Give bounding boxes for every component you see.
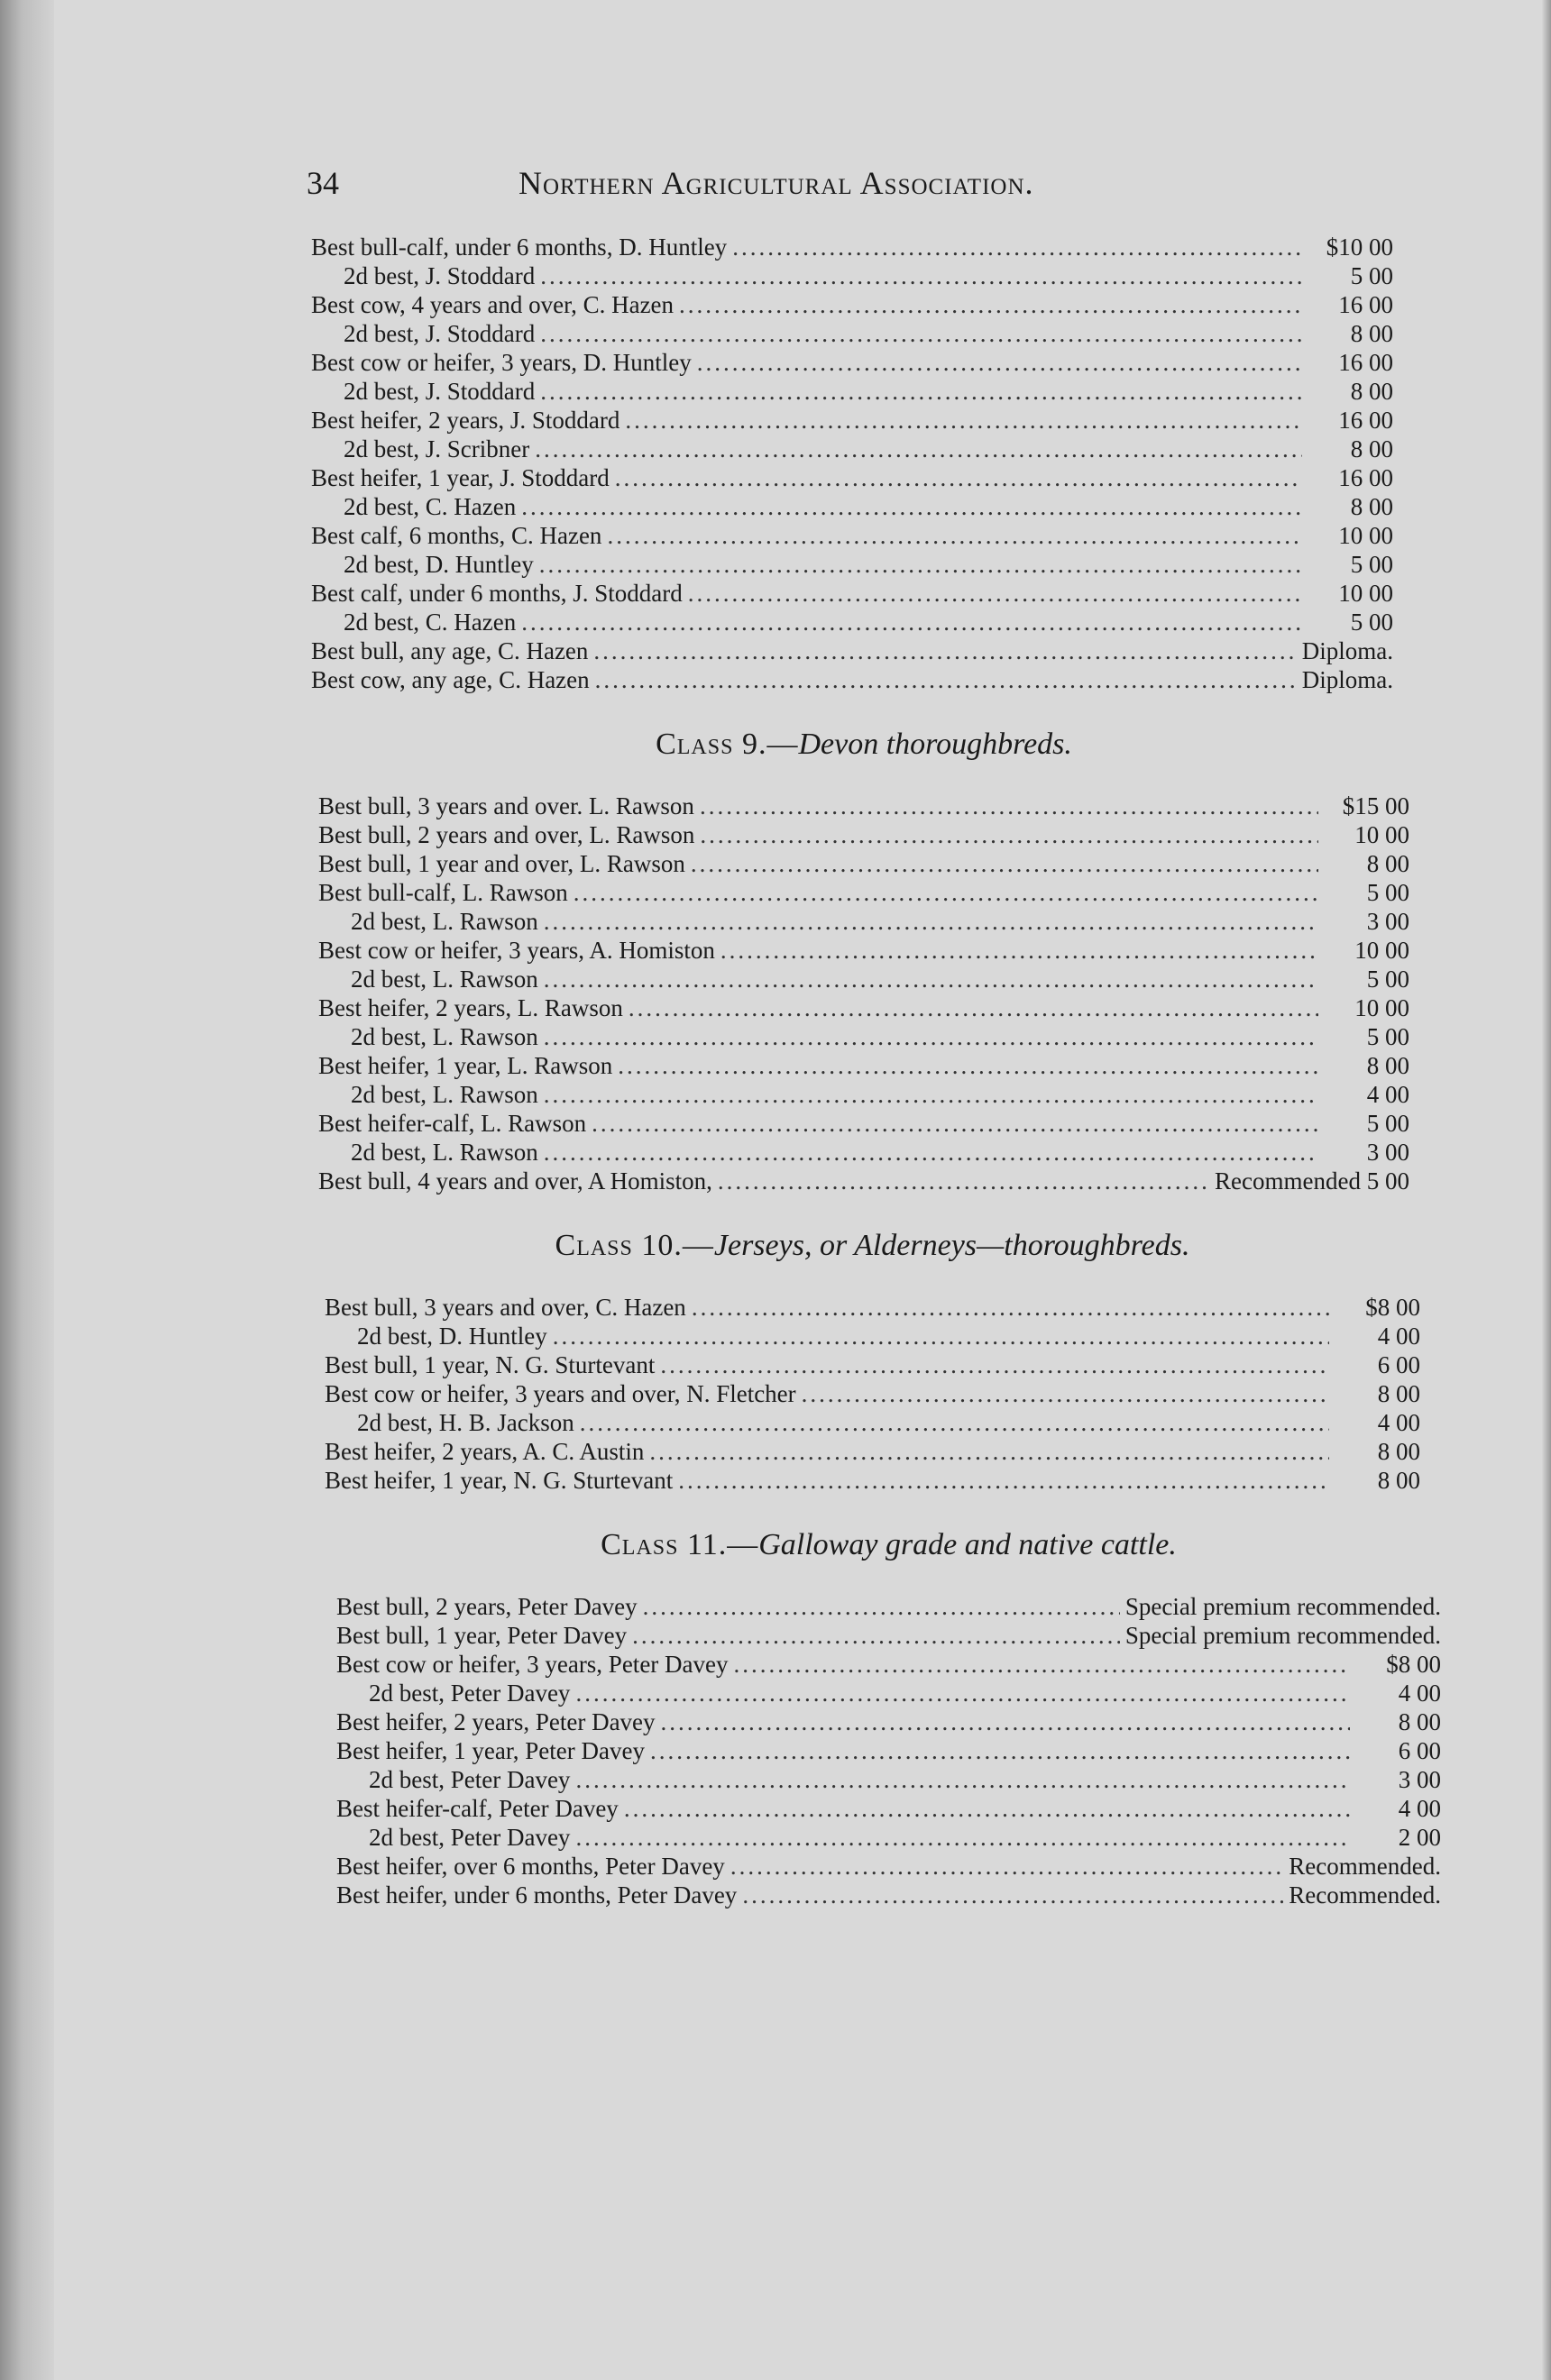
premium-amount: 8 00: [1366, 1052, 1409, 1079]
premium-row: [325, 1437, 1420, 1466]
premium-row: [318, 1022, 1409, 1051]
premium-row: [311, 261, 1393, 290]
premium-amount: 4 00: [1398, 1795, 1441, 1822]
premium-row: [325, 1379, 1420, 1408]
premium-entry-label: 2d best, L. Rawson: [351, 1139, 538, 1166]
premium-entry-label: 2d best, L. Rawson: [351, 966, 538, 993]
class-heading-number: Class 9.—: [656, 728, 799, 761]
premium-amount: 4 00: [1377, 1409, 1420, 1436]
premium-row: [336, 1736, 1441, 1765]
dot-leader: [544, 965, 1318, 993]
premium-entry-label: Best cow or heifer, 3 years, A. Homiston: [318, 937, 715, 964]
premium-row: [318, 993, 1409, 1022]
premium-list-content: [311, 233, 1441, 1909]
premium-amount: $8 00: [1386, 1651, 1441, 1678]
dot-leader: [544, 1022, 1318, 1051]
premium-row: [336, 1852, 1441, 1881]
dot-leader: [544, 1138, 1318, 1167]
dot-leader: [607, 521, 1302, 550]
premium-amount: 4 00: [1377, 1323, 1420, 1350]
premium-entry-label: 2d best, J. Stoddard: [344, 378, 536, 405]
class-heading-number: Class 10.—: [555, 1229, 714, 1262]
dot-leader: [539, 550, 1302, 579]
premium-amount: 8 00: [1350, 435, 1393, 462]
premium-amount: 16 00: [1338, 291, 1393, 318]
section-class-9: [318, 718, 1409, 1195]
dot-leader: [618, 1051, 1318, 1080]
dot-leader: [615, 463, 1302, 492]
premium-entry-label: Best bull, 3 years and over. L. Rawson: [318, 792, 694, 819]
premium-row: [318, 965, 1409, 993]
dot-leader: [660, 1350, 1329, 1379]
premium-entry-label: 2d best, L. Rawson: [351, 908, 538, 935]
premium-row: [318, 1109, 1409, 1138]
premium-list: [311, 233, 1393, 694]
dot-leader: [700, 792, 1318, 820]
premium-entry-label: 2d best, J. Scribner: [344, 435, 530, 462]
premium-entry-label: 2d best, Peter Davey: [369, 1766, 571, 1793]
class-heading: [318, 718, 1409, 772]
premium-row: [318, 936, 1409, 965]
premium-entry-label: Best cow, any age, C. Hazen: [311, 666, 590, 693]
premium-row: [336, 1794, 1441, 1823]
premium-entry-label: Best bull, any age, C. Hazen: [311, 637, 589, 664]
class-heading: [325, 1219, 1420, 1273]
premium-amount: 5 00: [1366, 966, 1409, 993]
premium-amount: 16 00: [1338, 349, 1393, 376]
premium-amount: 8 00: [1366, 850, 1409, 877]
premium-entry-label: Best bull, 1 year, N. G. Sturtevant: [325, 1351, 656, 1378]
dot-leader: [730, 1852, 1283, 1881]
dot-leader: [661, 1707, 1350, 1736]
class-heading-description: Devon thoroughbreds.: [798, 728, 1072, 761]
premium-entry-label: 2d best, L. Rawson: [351, 1023, 538, 1050]
premium-row: [325, 1466, 1420, 1495]
premium-entry-label: Best bull-calf, under 6 months, D. Huntley: [311, 233, 728, 261]
premium-amount: Recommended.: [1289, 1853, 1441, 1880]
premium-amount: 8 00: [1350, 378, 1393, 405]
premium-amount: 6 00: [1398, 1737, 1441, 1764]
premium-amount: $15 00: [1342, 792, 1409, 819]
dot-leader: [521, 492, 1302, 521]
premium-amount: 3 00: [1366, 908, 1409, 935]
section-class-10: [325, 1219, 1420, 1495]
premium-row: [311, 319, 1393, 348]
premium-amount: 5 00: [1350, 609, 1393, 636]
premium-amount: 8 00: [1398, 1708, 1441, 1735]
premium-row: [311, 406, 1393, 435]
premium-amount: Recommended 5 00: [1215, 1167, 1409, 1195]
dot-leader: [624, 1794, 1350, 1823]
premium-entry-label: 2d best, L. Rawson: [351, 1081, 538, 1108]
premium-entry-label: Best bull, 2 years, Peter Davey: [336, 1593, 638, 1620]
dot-leader: [742, 1881, 1283, 1909]
premium-amount: Diploma.: [1301, 666, 1393, 693]
dot-leader: [720, 936, 1318, 965]
premium-amount: 10 00: [1354, 821, 1409, 848]
premium-row: [311, 636, 1393, 665]
premium-entry-label: Best cow or heifer, 3 years, D. Huntley: [311, 349, 692, 376]
dot-leader: [692, 1293, 1329, 1322]
class-heading-description: Jerseys, or Alderneys—thoroughbreds.: [713, 1229, 1190, 1262]
premium-amount: 8 00: [1377, 1438, 1420, 1465]
premium-entry-label: Best cow, 4 years and over, C. Hazen: [311, 291, 675, 318]
premium-amount: 5 00: [1350, 551, 1393, 578]
premium-row: [336, 1592, 1441, 1621]
premium-amount: 3 00: [1366, 1139, 1409, 1166]
page-right-edge: [1542, 0, 1551, 2380]
premium-entry-label: Best heifer, under 6 months, Peter Davey: [336, 1881, 738, 1909]
premium-row: [318, 1138, 1409, 1167]
premium-row: [311, 377, 1393, 406]
premium-entry-label: Best heifer, 2 years, Peter Davey: [336, 1708, 656, 1735]
premium-entry-label: Best heifer, 1 year, J. Stoddard: [311, 464, 610, 491]
dot-leader: [632, 1621, 1120, 1650]
premium-amount: 10 00: [1338, 580, 1393, 607]
premium-amount: 10 00: [1354, 994, 1409, 1021]
page-number: 34: [307, 165, 339, 201]
premium-entry-label: 2d best, J. Stoddard: [344, 320, 536, 347]
class-heading-number: Class 11.—: [601, 1528, 759, 1561]
premium-row: [311, 550, 1393, 579]
premium-entry-label: 2d best, C. Hazen: [344, 493, 517, 520]
premium-entry-label: Best heifer, 2 years, A. C. Austin: [325, 1438, 645, 1465]
dot-leader: [593, 636, 1296, 665]
premium-entry-label: 2d best, Peter Davey: [369, 1680, 571, 1707]
dot-leader: [592, 1109, 1318, 1138]
premium-row: [336, 1679, 1441, 1707]
premium-list: [325, 1293, 1420, 1495]
section-cattle-continued: [311, 233, 1393, 694]
premium-row: [325, 1408, 1420, 1437]
dot-leader: [718, 1167, 1209, 1195]
dot-leader: [575, 1823, 1350, 1852]
dot-leader: [649, 1437, 1329, 1466]
premium-list: [336, 1592, 1441, 1909]
premium-entry-label: Best heifer, over 6 months, Peter Davey: [336, 1853, 725, 1880]
premium-row: [318, 907, 1409, 936]
premium-entry-label: 2d best, J. Stoddard: [344, 262, 536, 289]
dot-leader: [575, 1765, 1350, 1794]
premium-amount: $8 00: [1365, 1294, 1420, 1321]
premium-row: [311, 665, 1393, 694]
dot-leader: [650, 1736, 1350, 1765]
premium-entry-label: Best bull, 2 years and over, L. Rawson: [318, 821, 695, 848]
section-class-11: [336, 1518, 1441, 1909]
premium-row: [311, 348, 1393, 377]
premium-entry-label: Best calf, 6 months, C. Hazen: [311, 522, 602, 549]
premium-row: [336, 1707, 1441, 1736]
premium-amount: Special premium recommended.: [1124, 1622, 1441, 1649]
premium-entry-label: 2d best, H. B. Jackson: [357, 1409, 574, 1436]
dot-leader: [700, 820, 1318, 849]
dot-leader: [679, 290, 1302, 319]
class-heading-description: Galloway grade and native cattle.: [758, 1528, 1177, 1561]
dot-leader: [580, 1408, 1329, 1437]
premium-amount: 8 00: [1350, 320, 1393, 347]
premium-amount: $10 00: [1326, 233, 1393, 261]
dot-leader: [553, 1322, 1329, 1350]
premium-entry-label: Best heifer, 1 year, Peter Davey: [336, 1737, 645, 1764]
premium-entry-label: 2d best, Peter Davey: [369, 1824, 571, 1851]
dot-leader: [678, 1466, 1329, 1495]
dot-leader: [540, 319, 1302, 348]
premium-row: [325, 1293, 1420, 1322]
premium-entry-label: Best calf, under 6 months, J. Stoddard: [311, 580, 683, 607]
dot-leader: [540, 261, 1302, 290]
premium-row: [311, 608, 1393, 636]
premium-entry-label: 2d best, C. Hazen: [344, 609, 517, 636]
premium-row: [318, 1167, 1409, 1195]
premium-row: [311, 435, 1393, 463]
dot-leader: [535, 435, 1302, 463]
dot-leader: [544, 1080, 1318, 1109]
dot-leader: [540, 377, 1302, 406]
premium-row: [318, 820, 1409, 849]
premium-amount: 5 00: [1366, 1110, 1409, 1137]
page-binding-edge: [0, 0, 54, 2380]
dot-leader: [574, 878, 1318, 907]
premium-row: [336, 1621, 1441, 1650]
premium-entry-label: 2d best, D. Huntley: [344, 551, 534, 578]
dot-leader: [595, 665, 1297, 694]
dot-leader: [732, 233, 1302, 261]
premium-row: [311, 233, 1393, 261]
premium-amount: Recommended.: [1289, 1881, 1441, 1909]
premium-amount: 4 00: [1366, 1081, 1409, 1108]
premium-amount: 4 00: [1398, 1680, 1441, 1707]
premium-row: [318, 878, 1409, 907]
premium-amount: Special premium recommended.: [1124, 1593, 1441, 1620]
premium-entry-label: Best bull, 3 years and over, C. Hazen: [325, 1294, 686, 1321]
premium-amount: 10 00: [1354, 937, 1409, 964]
premium-entry-label: Best cow or heifer, 3 years, Peter Davey: [336, 1651, 729, 1678]
premium-row: [325, 1322, 1420, 1350]
premium-entry-label: Best heifer, 1 year, L. Rawson: [318, 1052, 613, 1079]
premium-entry-label: Best heifer-calf, L. Rawson: [318, 1110, 587, 1137]
dot-leader: [697, 348, 1302, 377]
dot-leader: [575, 1679, 1350, 1707]
class-heading: [336, 1518, 1441, 1572]
premium-amount: 6 00: [1377, 1351, 1420, 1378]
dot-leader: [734, 1650, 1350, 1679]
premium-row: [336, 1823, 1441, 1852]
premium-row: [336, 1765, 1441, 1794]
premium-entry-label: Best heifer, 1 year, N. G. Sturtevant: [325, 1467, 674, 1494]
dot-leader: [521, 608, 1302, 636]
premium-amount: 5 00: [1350, 262, 1393, 289]
dot-leader: [625, 406, 1302, 435]
page-header: [307, 164, 1208, 209]
dot-leader: [802, 1379, 1329, 1408]
premium-row: [318, 849, 1409, 878]
premium-amount: 8 00: [1350, 493, 1393, 520]
premium-row: [311, 579, 1393, 608]
premium-entry-label: Best bull, 4 years and over, A Homiston,: [318, 1167, 712, 1195]
premium-amount: 8 00: [1377, 1467, 1420, 1494]
premium-entry-label: 2d best, D. Huntley: [357, 1323, 547, 1350]
running-title: Northern Agricultural Association.: [519, 165, 1034, 201]
premium-entry-label: Best bull, 1 year, Peter Davey: [336, 1622, 628, 1649]
premium-amount: 2 00: [1398, 1824, 1441, 1851]
premium-entry-label: Best cow or heifer, 3 years and over, N. Fletcher: [325, 1380, 796, 1407]
premium-entry-label: Best heifer, 2 years, L. Rawson: [318, 994, 623, 1021]
premium-amount: 16 00: [1338, 464, 1393, 491]
premium-row: [325, 1350, 1420, 1379]
premium-row: [336, 1881, 1441, 1909]
premium-row: [318, 1080, 1409, 1109]
dot-leader: [691, 849, 1318, 878]
premium-amount: 3 00: [1398, 1766, 1441, 1793]
premium-amount: 16 00: [1338, 407, 1393, 434]
premium-list: [318, 792, 1409, 1195]
premium-row: [318, 792, 1409, 820]
premium-amount: 8 00: [1377, 1380, 1420, 1407]
premium-row: [311, 521, 1393, 550]
premium-amount: 10 00: [1338, 522, 1393, 549]
premium-row: [311, 290, 1393, 319]
dot-leader: [544, 907, 1318, 936]
premium-amount: 5 00: [1366, 879, 1409, 906]
dot-leader: [643, 1592, 1120, 1621]
premium-amount: Diploma.: [1301, 637, 1393, 664]
premium-entry-label: Best bull-calf, L. Rawson: [318, 879, 568, 906]
premium-row: [311, 492, 1393, 521]
premium-entry-label: Best heifer-calf, Peter Davey: [336, 1795, 619, 1822]
premium-entry-label: Best bull, 1 year and over, L. Rawson: [318, 850, 685, 877]
premium-entry-label: Best heifer, 2 years, J. Stoddard: [311, 407, 620, 434]
premium-row: [311, 463, 1393, 492]
dot-leader: [629, 993, 1318, 1022]
premium-row: [318, 1051, 1409, 1080]
premium-amount: 5 00: [1366, 1023, 1409, 1050]
premium-row: [336, 1650, 1441, 1679]
dot-leader: [688, 579, 1302, 608]
